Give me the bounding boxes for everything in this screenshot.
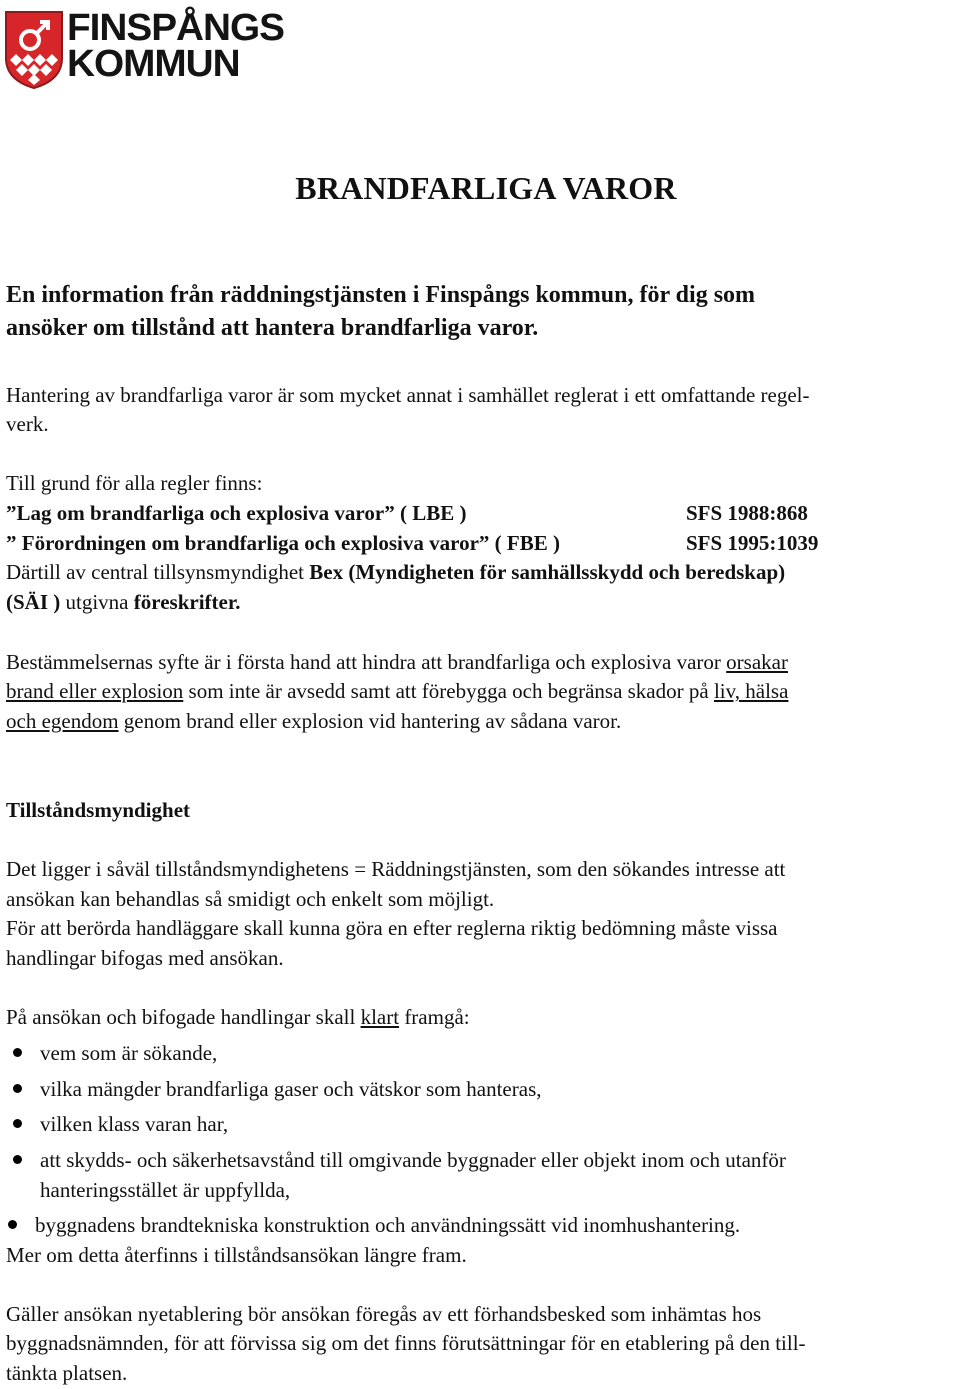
application-intro-underline: klart xyxy=(360,1005,400,1029)
logo-line-2: KOMMUN xyxy=(67,43,240,85)
bullet-icon xyxy=(13,1084,22,1093)
logo-wordmark xyxy=(67,7,284,85)
lead-line-2: ansöker om tillstånd att hantera brandfarliga varor. xyxy=(6,315,539,341)
law-lbe: ”Lag om brandfarliga och explosiva varor” ( LBE ) xyxy=(6,501,467,525)
lead-line-1: En information från räddningstjänsten i Finspångs kommun, för dig som xyxy=(6,282,756,308)
intro-line-1: Hantering av brandfarliga varor är som mycket annat i samhället reglerat i ett omfattande regel- xyxy=(6,383,810,407)
intro-line-2: verk. xyxy=(6,412,49,436)
purpose-line-1 xyxy=(6,647,788,677)
finspang-logo xyxy=(4,7,284,90)
rules-intro: Till grund för alla regler finns: xyxy=(6,471,263,495)
sai-abbrev: (SÄI ) xyxy=(6,590,61,614)
list-item: vem som är sökande, xyxy=(40,1041,218,1065)
sai-mid: utgivna xyxy=(60,590,134,614)
closing-line-1: Gäller ansökan nyetablering bör ansökan föregås av ett förhandsbesked som inhämtas hos xyxy=(6,1302,762,1326)
closing-line-2: byggnadsnämnden, för att förvissa sig om det finns förutsättningar för en etablering på den till- xyxy=(6,1331,806,1355)
list-item: byggnadens brandtekniska konstruktion och användningssätt vid inomhushantering. xyxy=(35,1213,741,1237)
application-more: Mer om detta återfinns i tillståndsansökan längre fram. xyxy=(6,1243,467,1267)
purpose-line-3 xyxy=(6,706,621,736)
authority-p1-line-2: ansökan kan behandlas så smidigt och enkelt som möjligt. xyxy=(6,887,495,911)
list-item: vilka mängder brandfarliga gaser och vätskor som hanteras, xyxy=(40,1077,542,1101)
application-intro xyxy=(6,1002,470,1032)
central-authority-name: Bex (Myndigheten för samhällsskydd och beredskap) xyxy=(309,560,786,584)
authority-p2-line-2: handlingar bifogas med ansökan. xyxy=(6,946,284,970)
central-prefix: Därtill av central tillsynsmyndighet xyxy=(6,560,310,584)
purpose-underline-1: orsakar xyxy=(726,650,788,674)
central-authority-line xyxy=(6,557,785,587)
page-title: BRANDFARLIGA VAROR xyxy=(295,170,677,206)
law-fbe-sfs: SFS 1995:1039 xyxy=(686,531,819,555)
authority-heading: Tillståndsmyndighet xyxy=(6,798,191,822)
purpose-text-1: Bestämmelsernas syfte är i första hand att hindra att brandfarliga och explosiva varor xyxy=(6,650,727,674)
law-fbe: ” Förordningen om brandfarliga och explosiva varor” ( FBE ) xyxy=(6,531,560,555)
purpose-text-2: som inte är avsedd samt att förebygga och begränsa skador på xyxy=(183,679,714,703)
bullet-icon xyxy=(13,1048,22,1057)
purpose-text-3: genom brand eller explosion vid hantering av sådana varor. xyxy=(118,709,622,733)
purpose-underline-4: och egendom xyxy=(6,709,119,733)
list-item: vilken klass varan har, xyxy=(40,1112,229,1136)
regulations-word: föreskrifter. xyxy=(133,590,241,614)
list-item: att skydds- och säkerhetsavstånd till omgivande byggnader eller objekt inom och utanför xyxy=(40,1148,786,1172)
logo-line-1: FINSPÅNGS xyxy=(67,7,284,49)
bullet-icon xyxy=(13,1155,22,1164)
list-item-continuation: hanteringsstället är uppfyllda, xyxy=(40,1178,291,1202)
purpose-line-2 xyxy=(6,676,788,706)
purpose-underline-3: liv, hälsa xyxy=(713,679,789,703)
authority-p1-line-1: Det ligger i såväl tillståndsmyndighetens = Räddningstjänsten, som den sökandes intresse att xyxy=(6,857,786,881)
application-intro-b: framgå: xyxy=(399,1005,470,1029)
law-lbe-sfs: SFS 1988:868 xyxy=(686,501,808,525)
lead-paragraph xyxy=(6,279,755,345)
authority-p2-line-1: För att berörda handläggare skall kunna göra en efter reglerna riktig bedömning måste vissa xyxy=(6,916,778,940)
closing-line-3: tänkta platsen. xyxy=(6,1361,128,1385)
bullet-icon xyxy=(8,1220,17,1229)
purpose-underline-2: brand eller explosion xyxy=(6,679,184,703)
application-intro-a: På ansökan och bifogade handlingar skall xyxy=(6,1005,361,1029)
coat-of-arms-icon xyxy=(4,10,64,90)
bullet-icon xyxy=(13,1119,22,1128)
regulations-line xyxy=(6,587,240,617)
